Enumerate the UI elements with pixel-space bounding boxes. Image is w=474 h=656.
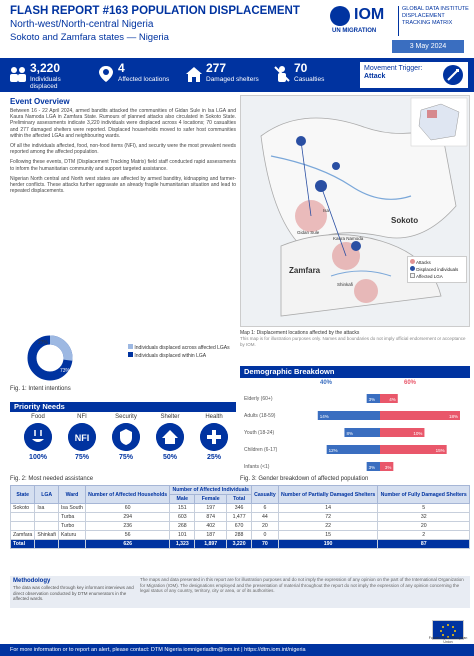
donut-chart [20,332,80,384]
donut-pct-large: 73% [60,368,71,374]
demo-category-label: Children (6-17) [244,447,278,453]
map-caption: Map 1: Displacement locations affected by the attacks This map is for illustration purposes only. Names and boundaries do not imply official endorsement or acceptance by IOM. [240,330,466,347]
priority-caption: Fig. 2: Most needed assistance [10,476,94,482]
security-icon [112,423,140,451]
priority-needs [10,414,236,474]
table-row: Zamfara Shinkafi Katuru 56 101 187 288 0 15 2 [11,531,470,540]
donut-caption: Fig. 1: Intent intentions [10,386,71,392]
stat-individuals: 3,220 Individuals displaced [8,58,88,92]
health-icon [200,423,228,451]
map-legend: Attacks Displaced individuals Affected LGA [407,256,467,283]
need-food: Food 100% [10,414,66,474]
need-shelter: Shelter 50% [142,414,198,474]
food-icon [24,423,52,451]
demographic-title: Demographic Breakdown [240,366,470,378]
map-label-gidan-sule: Gidan Sule [297,230,320,235]
bar-male-label: 3% [368,397,376,402]
bar-female-label: 4% [389,397,396,402]
demo-pct-female: 60% [404,380,417,386]
attack-icon [442,64,464,86]
map-graphic [241,96,470,327]
stat-casualties: 70 Casualties [272,58,352,92]
table-row: Sokoto Isa Isa South 60 151 197 346 6 14 5 [11,504,470,513]
intention-donut [10,332,236,384]
bar-female-label: 10% [413,431,423,436]
bar-male-label: 8% [346,431,353,436]
map-label-zamfara: Zamfara [289,266,321,275]
stat-locations: 4 Affected locations [96,58,176,92]
un-emblem-icon [330,6,350,26]
overview-text: Between 16 - 22 April 2024, armed bandits attacked the communities of Gidan Sule in Isa LGA and Kaura Namoda LGA in Zamfara State. Rumours of planned attacks also circulated in Sokoto State. Preliminary assessments indicate 3,220 individuals were displaced across 4 locations; 70 casualties and 277 damaged shelters were reported. Displaced households moved to safer host communities within the affected LGAs and neighbouring wards. Of all the individuals affected, food, non-food items (NFI), and security were the most prevalent needs reported among the affected population. Following these events, DTM (Displacement Tracking Matrix) field staff conducted rapid assessments to inform the humanitarian community and support targeted assistance. Nigerian North central and North west states are affected by armed banditry, kidnapping and farmer-herder conflicts. These attacks further aggravate an already fragile humanitarian situation and lead to repeated displacements. [10,108,236,195]
bar-male-label: 12% [328,448,338,453]
need-health: Health 25% [186,414,242,474]
demo-category-label: Youth (18-24) [244,430,275,436]
map-label-shinkafi: Shinkafi [337,282,354,287]
displacement-map [240,95,470,327]
stat-shelters: 277 Damaged shelters [184,58,264,92]
dtm-logo-text: GLOBAL DATA INSTITUTE DISPLACEMENT TRACKING MATRIX [402,6,469,26]
report-title: FLASH REPORT #163 POPULATION DISPLACEMENT [10,5,300,17]
bar-female-label: 15% [435,448,445,453]
need-security: Security 75% [98,414,154,474]
map-label-sokoto: Sokoto [391,216,419,225]
report-subtitle: North-west/North-central Nigeria [10,19,154,30]
need-nfi: NFI NFI 75% [54,414,110,474]
affected-table: State LGA Ward Number of Affected Households Number of Affected Individuals Casualty Number of Partially Damaged Shelters Number of Fully Damaged Shelters Male Female Total Sokoto Isa Isa South 60 151 197 346 6 14 5 Turba 294 603 874 1,477 44 72 32 Turbo 236 268 402 670 20 22 20 Zamfara Shinkafi Katuru 56 101 187 288 0 15 2 Total 626 1,323 1,897 3,220 70 190 87 [10,485,470,549]
bar-male-label: 3% [368,465,376,470]
stats-banner [0,58,474,92]
bar-female-label: 18% [448,414,458,419]
demo-category-label: Elderly (60+) [244,396,273,402]
demo-pct-male: 40% [320,380,333,386]
bar-male-label: 14% [319,414,329,419]
shelter-icon [184,64,204,84]
location-icon [96,64,116,84]
report-header [0,0,474,58]
iom-logo: IOM UN MIGRATION GLOBAL DATA INSTITUTE DISPLACEMENT TRACKING MATRIX [332,6,469,34]
casualty-icon [272,64,292,84]
table-row: Turbo 236 268 402 670 20 22 20 [11,522,470,531]
disclaimer: The maps and data presented in this report are for illustration purposes and do not imply the expression of any opinion on the part of the International Organization for Migration (IOM). The designations employed and the presentation of material throughout the report do not imply the expression of any opinion concerning the legal status of any country, territory, city or area, or of its authorities. [140,577,464,593]
table-row: Turba 294 603 874 1,477 44 72 32 [11,513,470,522]
svg-text:NFI: NFI [74,433,90,443]
donut-legend: Individuals displaced across affected LGAs Individuals displaced within LGA [128,344,230,360]
map-label-isa: Isa [323,208,330,213]
demo-category-label: Adults (18-59) [244,413,276,419]
table-total-row: Total 626 1,323 1,897 3,220 70 190 87 [11,540,470,549]
priority-needs-title: Priority Needs [10,402,236,412]
nfi-icon [68,423,96,451]
donut-pct-small: 27% [38,340,49,346]
people-icon [8,64,28,84]
bar-female-label: 3% [384,465,392,470]
report-location: Sokoto and Zamfara states — Nigeria [10,32,169,43]
demographic-chart [240,380,470,480]
overview-title: Event Overview [10,97,70,106]
demographic-caption: Fig. 3: Gender breakdown of affected population [240,476,369,482]
date-badge: 3 May 2024 [392,40,464,53]
methodology-box: Methodology The data was collected through key informant interviews and direct observation conducted by DTM enumerators in the affected wards. [10,576,470,608]
footer-contact[interactable]: For more information or to report an alert, please contact: DTM Nigeria iomnigeriadtm@iom.int | https://dtm.iom.int/nigeria [0,644,474,656]
map-label-kaura-namoda: Kaura Namoda [333,236,364,241]
shelter-need-icon [156,423,184,451]
movement-trigger: Movement Trigger: Attack [360,62,468,88]
demographic-bars [240,388,470,480]
eu-label: Funded by the European Union [428,636,468,644]
demo-category-label: Infants (<1) [244,464,270,470]
